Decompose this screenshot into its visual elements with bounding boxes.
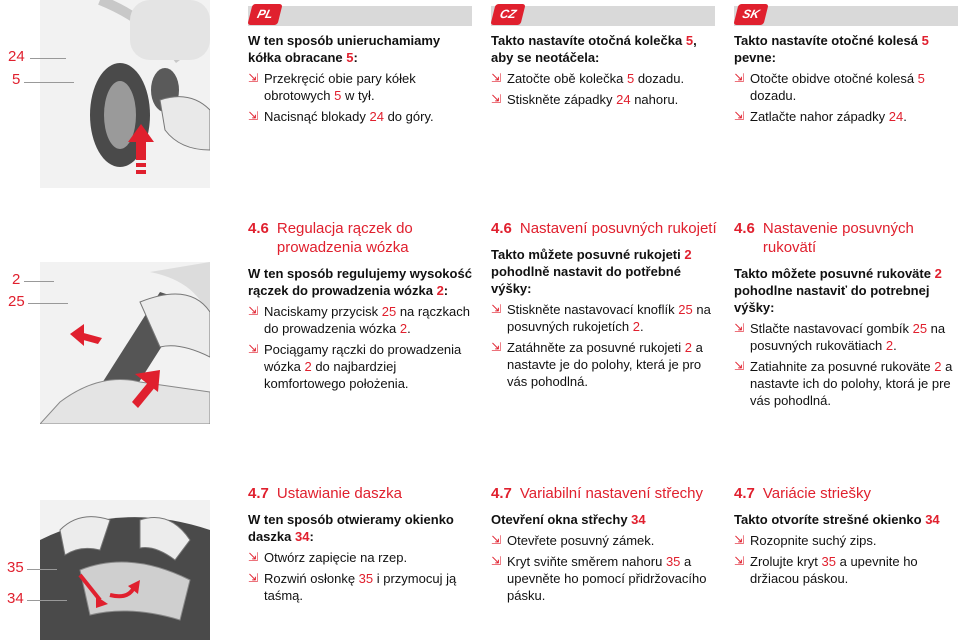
text-segment: Takto můžete posuvné rukojeti	[491, 247, 685, 262]
reference-number: 34	[631, 512, 646, 527]
section2-pl	[248, 219, 476, 392]
section2-sk-heading	[734, 219, 960, 257]
section3-pl-title: Ustawianie daszka	[276, 485, 402, 502]
text-segment: Zatočte obě kolečka	[507, 71, 627, 86]
reference-number: 25	[678, 302, 693, 317]
section2-pl-intro	[248, 265, 476, 299]
text-segment: Rozwiń osłonkę	[264, 571, 359, 586]
text-segment: .	[903, 109, 907, 124]
text-segment: Naciskamy przycisk	[264, 304, 382, 319]
text-segment: W ten sposób regulujemy wysokość rączek do prowadzenia wózka	[248, 266, 472, 298]
text-segment: Pociągamy rączki do prowadzenia wózka	[264, 342, 462, 374]
section1-cz-steps	[491, 70, 719, 108]
instruction-step	[491, 553, 719, 604]
instruction-step	[491, 70, 719, 87]
callout-line-5	[24, 82, 74, 83]
text-segment: Otočte obidve otočné kolesá	[750, 71, 918, 86]
section3-sk	[734, 484, 960, 587]
text-segment: Zatiahnite za posuvné rukoväte	[750, 359, 935, 374]
section3-sk-number: 4.7	[734, 485, 755, 502]
section3-sk-intro	[734, 511, 960, 528]
reference-number: 5	[346, 50, 354, 65]
text-segment: Przekręcić obie pary kółek obrotowych	[264, 71, 416, 103]
bullet-arrow-icon: ⇲	[248, 304, 259, 318]
text-segment: Takto otvoríte strešné okienko	[734, 512, 926, 527]
bullet-arrow-icon: ⇲	[248, 342, 259, 356]
reference-number: 24	[369, 109, 384, 124]
text-segment: Otwórz zapięcie na rzep.	[264, 550, 408, 565]
reference-number: 2	[885, 338, 894, 353]
text-segment: Kryt sviňte směrem nahoru	[507, 554, 666, 569]
callout-line-24	[30, 58, 66, 59]
section3-pl-number: 4.7	[248, 485, 269, 502]
bullet-arrow-icon: ⇲	[734, 359, 745, 373]
section3-sk-title: Variácie striešky	[762, 485, 871, 502]
section3-cz-heading	[491, 484, 719, 503]
section1-cz	[491, 32, 719, 108]
callout-line-2	[24, 281, 54, 282]
instruction-step	[248, 570, 476, 604]
text-segment: dozadu.	[634, 71, 685, 86]
bullet-arrow-icon: ⇲	[491, 92, 502, 106]
callout-2: 2	[12, 271, 21, 288]
section2-cz-number: 4.6	[491, 220, 512, 237]
callout-5: 5	[12, 71, 21, 88]
bullet-arrow-icon: ⇲	[734, 71, 745, 85]
section2-pl-heading	[248, 219, 476, 257]
instruction-step	[491, 301, 719, 335]
section2-sk-intro	[734, 265, 960, 316]
bullet-arrow-icon: ⇲	[734, 321, 745, 335]
canopy-window-illustration	[40, 500, 210, 640]
reference-number: 2	[304, 359, 312, 374]
canopy-window-drawing	[40, 500, 210, 640]
section1-pl	[248, 32, 476, 125]
text-segment: .	[407, 321, 411, 336]
callout-35: 35	[7, 559, 24, 576]
language-bar-pl	[248, 6, 472, 26]
section1-sk-intro	[734, 32, 960, 66]
text-segment: w tył.	[341, 88, 375, 103]
section3-cz-title: Variabilní nastavení střechy	[519, 485, 704, 502]
instruction-step	[248, 549, 476, 566]
instruction-step	[734, 532, 960, 549]
instruction-step	[248, 303, 476, 337]
text-segment: Stiskněte nastavovací knoflík	[507, 302, 679, 317]
text-segment: a upevnite ho držiacou páskou.	[750, 554, 918, 586]
section2-cz-steps	[491, 301, 719, 390]
callout-24: 24	[8, 48, 25, 65]
handle-adjust-illustration	[40, 262, 210, 424]
instruction-step	[248, 70, 476, 104]
text-segment: do góry.	[383, 109, 434, 124]
bullet-arrow-icon: ⇲	[491, 340, 502, 354]
text-segment: pohodlně nastavit do potřebné výšky:	[491, 264, 681, 296]
section1-pl-steps	[248, 70, 476, 125]
section1-cz-intro	[491, 32, 719, 66]
bullet-arrow-icon: ⇲	[248, 550, 259, 564]
bullet-arrow-icon: ⇲	[734, 554, 745, 568]
text-segment: Takto môžete posuvné rukoväte	[734, 266, 935, 281]
text-segment: a nastavte je do polohy, která je pro vás pohodlná.	[507, 340, 703, 389]
language-badge-sk: SK	[733, 4, 768, 25]
reference-number: 2	[684, 340, 693, 355]
reference-number: 24	[888, 109, 904, 124]
instruction-step	[491, 91, 719, 108]
reference-number: 5	[334, 88, 342, 103]
callout-line-25	[28, 303, 68, 304]
text-segment: dozadu.	[750, 88, 797, 103]
reference-number: 25	[912, 321, 928, 336]
text-segment: a nastavte ich do polohy, ktorá je pre vás pohodlná.	[750, 359, 953, 408]
text-segment: Zatáhněte za posuvné rukojeti	[507, 340, 685, 355]
section2-cz-intro	[491, 246, 719, 297]
text-segment: Zrolujte kryt	[750, 554, 822, 569]
section2-pl-title: Regulacja rączek do prowadzenia wózka	[276, 220, 413, 256]
text-segment: do najbardziej komfortowego położenia.	[264, 359, 409, 391]
section3-pl-steps	[248, 549, 476, 604]
reference-number: 2	[436, 283, 444, 298]
section2-cz-title: Nastavení posuvných rukojetí	[519, 220, 717, 237]
text-segment: W ten sposób unieruchamiamy kółka obracane	[248, 33, 441, 65]
text-segment: W ten sposób otwieramy okienko daszka	[248, 512, 454, 544]
text-segment: Takto nastavíte otočná kolečka	[491, 33, 686, 48]
instruction-step	[734, 358, 960, 409]
text-segment: nahoru.	[630, 92, 679, 107]
text-segment: , aby se neotáčela:	[491, 33, 697, 65]
section1-sk	[734, 32, 960, 125]
section2-sk	[734, 219, 960, 409]
text-segment: Otevření okna střechy	[491, 512, 632, 527]
bullet-arrow-icon: ⇲	[491, 302, 502, 316]
callout-34: 34	[7, 590, 24, 607]
reference-number: 24	[616, 92, 631, 107]
reference-number: 5	[917, 71, 925, 86]
language-badge-cz: CZ	[490, 4, 525, 25]
section3-sk-heading	[734, 484, 960, 503]
reference-number: 35	[821, 554, 836, 569]
text-segment: Takto nastavíte otočné kolesá	[734, 33, 922, 48]
callout-25: 25	[8, 293, 25, 310]
instruction-step	[248, 108, 476, 125]
section3-cz-steps	[491, 532, 719, 604]
reference-number: 34	[925, 512, 940, 527]
text-segment: na posuvných rukovätiach	[750, 321, 946, 353]
section3-cz-number: 4.7	[491, 485, 512, 502]
bullet-arrow-icon: ⇲	[734, 109, 745, 123]
reference-number: 35	[665, 554, 681, 569]
text-segment: Otevřete posuvný zámek.	[507, 533, 655, 548]
reference-number: 5	[685, 33, 694, 48]
reference-number: 2	[632, 319, 640, 334]
text-segment: i przymocuj ją taśmą.	[264, 571, 457, 603]
bullet-arrow-icon: ⇲	[734, 533, 745, 547]
section1-pl-intro	[248, 32, 476, 66]
text-segment: .	[893, 338, 897, 353]
text-segment: Stlačte nastavovací gombík	[750, 321, 913, 336]
instruction-step	[734, 553, 960, 587]
instruction-step	[734, 70, 960, 104]
reference-number: 2	[399, 321, 408, 336]
text-segment: na posuvných rukojetích	[507, 302, 711, 334]
section3-cz	[491, 484, 719, 604]
text-segment: a upevněte ho pomocí přidržovacího pásku.	[507, 554, 707, 603]
instruction-step	[248, 341, 476, 392]
text-segment: Zatlačte nahor západky	[750, 109, 889, 124]
section3-cz-intro	[491, 511, 719, 528]
reference-number: 25	[381, 304, 397, 319]
language-badge-pl: PL	[247, 4, 282, 25]
instruction-step	[734, 108, 960, 125]
reference-number: 2	[684, 247, 692, 262]
language-bar-sk	[734, 6, 958, 26]
wheel-lock-illustration	[40, 0, 210, 188]
instruction-step	[491, 532, 719, 549]
section3-pl-heading	[248, 484, 476, 503]
text-segment: na rączkach do prowadzenia wózka	[264, 304, 470, 336]
bullet-arrow-icon: ⇲	[491, 71, 502, 85]
instruction-step	[734, 320, 960, 354]
section2-cz	[491, 219, 719, 390]
text-segment: :	[353, 50, 358, 65]
text-segment: Rozopnite suchý zips.	[750, 533, 877, 548]
callout-line-34	[27, 600, 67, 601]
reference-number: 2	[934, 359, 942, 374]
section3-pl	[248, 484, 476, 604]
reference-number: 5	[626, 71, 635, 86]
text-segment: :	[443, 283, 449, 298]
text-segment: Stiskněte západky	[507, 92, 617, 107]
text-segment: pohodlne nastaviť do potrebnej výšky:	[734, 283, 930, 315]
reference-number: 35	[358, 571, 374, 586]
section1-sk-steps	[734, 70, 960, 125]
reference-number: 34	[294, 529, 310, 544]
text-segment: :	[309, 529, 314, 544]
reference-number: 5	[921, 33, 929, 48]
reference-number: 2	[934, 266, 942, 281]
text-segment: .	[639, 319, 644, 334]
language-bar-cz	[491, 6, 715, 26]
section2-cz-heading	[491, 219, 719, 238]
callout-line-35	[27, 569, 57, 570]
section2-sk-steps	[734, 320, 960, 409]
section3-pl-intro	[248, 511, 476, 545]
bullet-arrow-icon: ⇲	[248, 571, 259, 585]
bullet-arrow-icon: ⇲	[248, 109, 259, 123]
bullet-arrow-icon: ⇲	[248, 71, 259, 85]
section3-sk-steps	[734, 532, 960, 587]
handle-adjust-drawing	[40, 262, 210, 424]
instruction-step	[491, 339, 719, 390]
bullet-arrow-icon: ⇲	[491, 533, 502, 547]
wheel-lock-drawing	[40, 0, 210, 188]
section2-pl-number: 4.6	[248, 220, 269, 237]
text-segment: Nacisnąć blokady	[264, 109, 370, 124]
bullet-arrow-icon: ⇲	[491, 554, 502, 568]
section2-sk-title: Nastavenie posuvných rukovätí	[762, 220, 914, 256]
text-segment: pevne:	[734, 50, 776, 65]
section2-sk-number: 4.6	[734, 220, 755, 237]
section2-pl-steps	[248, 303, 476, 392]
